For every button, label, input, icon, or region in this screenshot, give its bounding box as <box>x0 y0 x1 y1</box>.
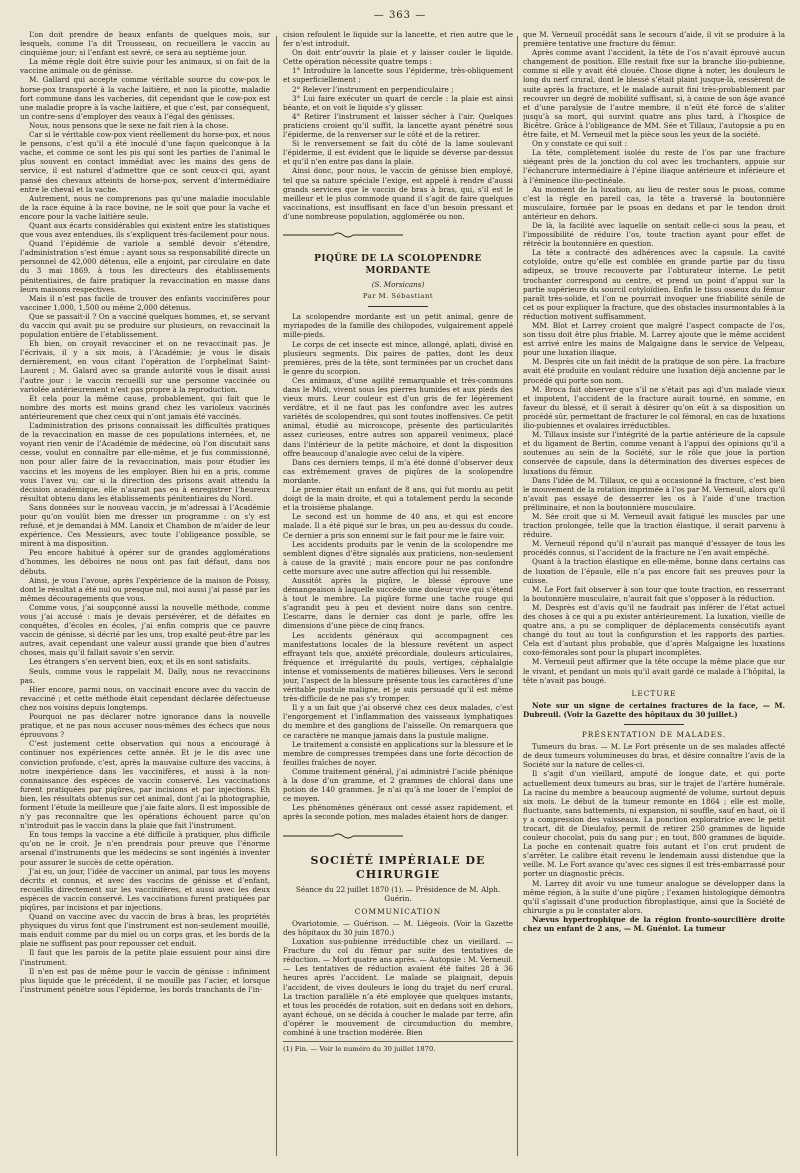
paragraph: cision refoulent le liquide sur la lancette, et rien autre que le fer n’est introduit. <box>283 30 513 49</box>
article-author: Par M. Sébastiant <box>362 292 434 301</box>
paragraph: Les accidents produits par le venin de la scolopendre me semblent dignes d’être signalés aux praticiens, non-seulement à cause de la gravité ; mais encore pour ne pas confondre cette morsure avec une autre affection qui lui ressemble. <box>283 539 513 576</box>
paragraph: Hier encore, parmi nous, on vaccinait encore avec du vaccin de revacciné ; et cette méthode était cependant déclarée défectueuse chez nos voisins depuis longtemps. <box>20 684 270 712</box>
paragraph: Aussitôt après la piqûre, le blessé éprouve une démangeaison à laquelle succède une douleur vive qui s’étend à tout le membre. La piqûre forme une tache rouge qui s’agrandit peu à peu et devient noire dans son centre. L’escarre, dans le dernier cas dont je parle, offre les dimensions d’une pièce de cinq francs. <box>283 575 513 631</box>
paragraph: Seuls, comme vous le rappelait M. Dally, nous ne revaccinons pas. <box>20 666 270 685</box>
paragraph: On doit entr’ouvrir la plaie et y laisser couler le liquide. Cette opération nécessite quatre temps : <box>283 48 513 67</box>
paragraph: M. Desprès est d’avis qu’il ne faudrait pas inférer de l’état actuel des choses à ce qui a pu exister antérieurement. La luxation, vieille de quatre ans, a pu se compliquer de déplacements consécutifs ayant changé du tout au tout la configuration et les rapports des parties. Cela est d’autant plus probable, que d’après Malgaigne les luxations coxo-fémorales sont pour la plupart incomplètes. <box>523 602 785 658</box>
paragraph: De là, la facilité avec laquelle on sentait celle-ci sous la peau, et l’impossibilité de réduire l’os, toute traction ayant pour effet de rétrécir la boutonnière en question. <box>523 220 785 249</box>
paragraph: Que se passait-il ? On a vacciné quelques hommes, et, se servant du vaccin qui avait pu se produire sur plusieurs, on revaccinait la population entière de l’établissement. <box>20 311 270 340</box>
divider <box>624 724 684 725</box>
paragraph: Ovariotomie. — Guérison. — M. Liégeois. (Voir la Gazette des hôpitaux du 30 juin 1870.) <box>283 918 513 937</box>
ornament-divider <box>283 832 403 840</box>
paragraph: Et cela pour la même cause, probablement, qui fait que le nombre des morts est moins grand chez les varioleux vaccinés antérieurement que chez ceux qui n’ont jamais été vaccinés. <box>20 393 270 421</box>
paragraph: 3° Lui faire exécuter un quart de cercle : la plaie est ainsi béante, et on voit le liquide s’y glisser. <box>283 93 513 112</box>
paragraph: En tous temps la vaccine a été difficile à pratiquer, plus difficile qu’on ne le croit. Je n’en prendrais pour preuve que l’énorme arsenal d’instruments que les médecins se sont ingéniés à inventer pour assurer le succès de cette opération. <box>20 830 270 867</box>
paragraph: La même règle doit être suivie pour les animaux, si on fait de la vaccine animale ou de génisse. <box>20 57 270 76</box>
paragraph: M. Larrey dit avoir vu une tumeur analogue se développer dans la même région, à la suite d’une piqûre ; l’examen histologique démontra qu’il s’agissait d’une production fibroplastique, ainsi que la Société de chirurgie a pu le constater alors. <box>523 878 785 915</box>
paragraph: Les accidents généraux qui accompagnent ces manifestations locales de la blessure revêtent un aspect effrayant tels que, anxiété précordiale, douleurs articulaires, fréquence et irrégularité du pouls, vertiges, céphalalgie intense et vomissements de matières bilieuses. Vers le second jour, l’aspect de la blessure présente tous les caractères d’une véritable pustule maligne, et je suis persuadé qu’il est même très-difficile de ne pas s’y tromper. <box>283 630 513 704</box>
session-line: Séance du 22 juillet 1870 (1). — Présidence de M. Alph. Guérin. <box>295 884 501 903</box>
page-number: — 363 — <box>373 10 427 21</box>
paragraph: Quant aux écarts considérables qui existent entre les statistiques que vous avez entendues, ils s’expliquent très-facilement pour nous. <box>20 220 270 240</box>
paragraph: Si le renversement se fait du côté de la lame soulevant l’épiderme, il est évident que le liquide se déverse par-dessus et qu’il n’en entre pas dans la plaie. <box>283 139 513 167</box>
paragraph: Note sur un signe de certaines fractures de la face, — M. Dubreuil. (Voir la Gazette des hôpitaux du 30 juillet.) <box>523 700 785 719</box>
paragraph: Il s’agit d’un vieillard, amputé de longue date, et qui porte actuellement deux tumeurs au bras, sur le trajet de l’artère humérale. La racine du membre a beaucoup augmenté de volume, surtout depuis six mois. Le début de la tumeur remonte en 1864 ; elle est molle, fluctuante, sans battements, ni expansion, ni souffle, sauf en haut, où il y a compression des vaisseaux. La ponction exploratrice avec le petit trocart, dit de Dieulafoy, permit de retirer 250 grammes de liquide couleur chocolat, puis du sang pur ; en tout, 800 grammes de liquide. La poche en contenait quatre fois autant et l’on crut prudent de s’arrêter. Le calibre était revenu le lendemain aussi distendue que la veille. M. Le Fort avance qu’avec ces signes il est très-embarrassé pour porter un diagnostic précis. <box>523 769 785 879</box>
ornament-divider <box>283 231 403 239</box>
paragraph: Ainsi, je vous l’avoue, après l’expérience de la maison de Poissy, dont le résultat a été nul ou presque nul, moi aussi j’ai passé par les mêmes découragements que vous. <box>20 575 270 603</box>
paragraph: Car si le véritable cow-pox vient réellement du horse-pox, et nous le pensons, c’est qu’il a été inoculé d’une façon quelconque à la vache, et comme ce sont les pis qui sont les parties de l’animal le plus souvent en contact immédiat avec les mains des gens de service, il est naturel d’admettre que ce sont ceux-ci qui, ayant pansé des chevaux atteints de horse-pox, servent d’intermédiaire entre le cheval et la vache. <box>20 130 270 194</box>
paragraph: 1° Introduire la lancette sous l’épiderme, très-obliquement et superficiellement ; <box>283 66 513 85</box>
article-title: PIQÛRE DE LA SCOLOPENDRE MORDANTE <box>314 254 482 277</box>
paragraph: Nous, nous pensons que le sexe ne fait rien à la chose. <box>29 120 229 130</box>
paragraph: que M. Verneuil procédât sans le secours d’aide, il vit se produire à la première tentative une fracture du fémur. <box>523 30 785 49</box>
paragraph: Ces animaux, d’une agilité remarquable et très-communs dans le Midi, vivent sous les pierres humides et aux pieds des vieux murs. Leur couleur est d’un gris de fer légèrement verdâtre, et il ne faut pas les confondre avec les autres variétés de scolopendres, qui sont toutes inoffensives. Ce petit animal, étudié au microscope, présente des particularités assez curieuses, entre autres son appareil venimeux, placé dans l’intérieur de la petite mâchoire, et dont la disposition offre beaucoup d’analogie avec celui de la vipère. <box>283 375 513 458</box>
column-rule <box>276 36 277 1156</box>
paragraph: Pourquoi ne pas déclarer notre ignorance dans la nouvelle pratique, et ne pas nous accuser nous-mêmes des échecs que nous éprouvons ? <box>20 712 270 740</box>
paragraph: Quand on vaccine avec du vaccin de bras à bras, les propriétés physiques du virus font que l’instrument est non-seulement mouillé, mais enduit comme par du miel ou un corps gras, et les bords de la plaie ne suffisent pas pour repousser cet enduit. <box>20 912 270 949</box>
paragraph: Ainsi donc, pour nous, le vaccin de génisse bien employé, tel que sa nature spéciale l’exige, est appelé à rendre d’aussi grands services que le vaccin de bras à bras, qui, s’il est le meilleur et le plus commode quand il s’agit de faire quelques vaccinations, est insuffisant en face d’un besoin pressant et d’une nombreuse population, agglomérée ou non. <box>283 166 513 221</box>
paragraph: L’administration des prisons connaissait les difficultés pratiques de la revaccination en masse de ces populations internées, et, ne voyant rien venir de l’Académie de médecine, où l’on discutait sans cesse, voulut en connaître par elle-même, et je fus commissionné, non pour aller faire de la revaccination, mais pour étudier les vaccins et les moyens de les employer. Bien lui en a pris, comme vous l’avez vu; car si la direction des prisons avait attendu la décision académique, elle n’aurait pas eu à enregistrer l’heureux résultat obtenu dans les établissements pénitentiaires du Nord. <box>20 421 270 503</box>
paragraph: M. Gallard qui accepte comme véritable source du cow-pox le horse-pox transporté à la vache laitière, et non la picotte, maladie fort commune dans les vacheries, dit cependant que le cow-pox est une maladie propre à la vache laitière, et que c’est, par conséquent, un contre-sens d’employer des veaux à l’égal des génisses. <box>20 75 270 121</box>
paragraph: Au moment de la luxation, au lieu de rester sous le psoas, comme c’est la règle en pareil cas, la tête a traversé la boutonnière musculaire, formée par le psoas en dedans et par le tendon droit antérieur en dehors. <box>523 184 785 221</box>
paragraph: Sans données sur le nouveau vaccin, je m’adressai à l’Académie pour qu’on voulût bien me dresser un programme : on s’y est refusé, et je demandai à MM. Lanoix et Chambon de m’aider de leur expérience. Ces Messieurs, avec toute l’obligeance possible, se mirent à ma disposition. <box>20 502 270 549</box>
paragraph: Il y a un fait que j’ai observé chez ces deux malades, c’est l’engorgement et l’inflammation des vaisseaux lymphatiques du membre et des ganglions de l’aisselle. On remarquera que ce caractère ne manque jamais dans la pustule maligne. <box>283 703 513 740</box>
column-1 <box>20 30 270 1165</box>
paragraph: La tête a contracté des adhérences avec la capsule. La cavité cotyloïde, outre qu’elle est comblée en grande partie par du tissu adipeux, se trouve recouverte par l’obturateur interne. Le petit trochanter correspond au centre, et prend un point d’appui sur la partie supérieure du sourcil cotyloïdien. Enfin le tissu osseux du fémur paraît très-solide, et l’on ne pourrait invoquer une friabilité sénile de cet os pour expliquer la fracture, que des obstacles insurmontables à la réduction motivent suffisamment. <box>523 248 785 321</box>
paragraph: Comme traitement général, j’ai administré l’acide phénique à la dose d’un gramme, et 2 grammes de chloral dans une potion de 140 grammes. Je n’ai qu’à me louer de l’emploi de ce moyen. <box>283 766 513 804</box>
paragraph: M. Verneuil répond qu’il n’aurait pas manqué d’essayer de tous les procédés connus, si l’accident de la fracture ne l’en avait empêché. <box>523 539 785 558</box>
paragraph: Tumeurs du bras. — M. Le Fort présente un de ses malades affecté de deux tumeurs volumineuses du bras, et désire connaître l’avis de la Société sur la nature de celles-ci. <box>523 742 785 770</box>
section-heading: LECTURE <box>631 688 677 698</box>
paragraph: Il n’en est pas de même pour le vaccin de génisse : infiniment plus liquide que le précédent, il ne mouille pas l’acier, et lorsque l’instrument pénètre sous l’épiderme, les bords tranchants de l’in- <box>20 966 270 994</box>
column-2 <box>283 30 513 1165</box>
divider <box>368 306 428 307</box>
paragraph: Les étrangers s’en servent bien, eux; et ils en sont satisfaits. <box>29 657 251 667</box>
paragraph: Quand l’épidémie de variole a semblé devoir s’étendre, l’administration s’est émue : ayant sous sa responsabilité directe un personnel de 42,000 détenus, elle a enjoint, par circulaire en date du 3 mai 1869, à tous les directeurs des établissements pénitentiaires, de faire pratiquer la revaccination en masse dans leurs maisons respectives. <box>20 239 270 294</box>
paragraph: J’ai eu, un jour, l’idée de vacciner un animal, par tous les moyens décrits et connus, et avec des vaccins de génisse et d’enfant, recueillis directement sur les vaccinifères, et aussi avec les deux espèces de vaccin conservé. Les vaccinations furent pratiquées par piqûres, par incisions et par injections. <box>20 866 270 912</box>
paragraph: Le traitement a consisté en applications sur la blessure et le membre de compresses trempées dans une forte décoction de feuilles fraîches de noyer. <box>283 739 513 767</box>
article-subtitle: (S. Morsicans) <box>371 280 425 290</box>
paragraph: MM. Blot et Larrey croient que malgré l’aspect compacte de l’os, son tissu doit être plus friable. M. Larrey ajoute que le même accident est arrivé entre les mains de Malgaigne dans le service de Velpeau, pour une luxation iliaque. <box>523 321 785 358</box>
footnote: (1) Fin. — Voir le numéro du 30 juillet 1870. <box>283 1041 513 1054</box>
paragraph: 4° Retirer l’instrument et laisser sécher à l’air. Quelques praticiens croient qu’il suffit, la lancette ayant pénétré sous l’épiderme, de la renverser sur le côté et de la retirer. <box>283 111 513 140</box>
paragraph: Il faut que les parois de la petite plaie essuient pour ainsi dire l’instrument. <box>20 948 270 967</box>
column-rule <box>517 36 518 1156</box>
paragraph: La tête, complètement isolée du reste de l’os par une fracture siégeant près de la jonction du col avec les trochanters, appuie sur l’échancrure intermédiaire à l’épine iliaque antérieure et inférieure et à l’éminence ilio-pectinéale. <box>523 148 785 185</box>
paragraph: Nævus hypertrophique de la région fronto-sourcilière droite chez un enfant de 2 ans, — M. Guéniot. La tumeur <box>523 914 785 933</box>
paragraph: L’on doit prendre de beaux enfants de quelques mois, sur lesquels, comme l’a dit Trousseau, on recueillera le vaccin au cinquième jour; si l’enfant est sevré, ce sera au septième jour. <box>20 30 270 58</box>
paragraph: M. Verneuil peut affirmer que la tête occupe la même place que sur le vivant, et pendant un mois qu’il avait gardé ce malade à l’hôpital, la tête n’avait pas bougé. <box>523 657 785 685</box>
paragraph: M. Sée croit que si M. Verneuil avait fatigué les muscles par une traction prolongée, telle que la traction élastique, il serait parvenu à réduire. <box>523 511 785 540</box>
paragraph: Dans l’idée de M. Tillaux, ce qui a occasionné la fracture, c’est bien le mouvement de la rotation imprimée à l’os par M. Verneuil, alors qu’il n’avait pas essayé de desserrer les os à l’aide d’une traction préliminaire, et non la boutonnière musculaire. <box>523 475 785 512</box>
paragraph: Après comme avant l’accident, la tête de l’os n’avait éprouvé aucun changement de position. Elle restait fixe sur la branche ilio-pubienne, comme si elle y avait été clouée. Chose digne à noter, les douleurs le long du nerf crural, dont le blessé s’était plaint jusque-là, cessèrent de suite après la fracture, et le malade aurait fini très-probablement par recouvrer un degré de mobilité suffisant, si, à cause de son âge avancé et d’une paralysie de l’autre membre, il n’eût été forcé de s’aliter jusqu’à sa mort, qui survint quatre ans plus tard, à l’hospice de Bicêtre. Grâce à l’obligeance de MM. Sée et Tillaux, l’autopsie a pu en être faite, et M. Verneuil met la pièce sous les yeux de la société. <box>523 48 785 140</box>
paragraph: Quant à la traction élastique en elle-même, bonne dans certains cas de luxation de l’épaule, elle n’a pas encore fait ses preuves pour la cuisse. <box>523 557 785 585</box>
paragraph: Eh bien, on croyait revacciner et on ne revaccinait pas. Je l’écrivais, il y a six mois, à l’Académie; je vous le disais dernièrement, en vous citant l’opération de l’orphelinat Saint-Laurent ; M. Galard avec sa grande autorité vous le disait aussi l’autre jour : le vaccin recueilli sur une personne vaccinée ou variolée antérieurement n’est pas propre à la reproduction. <box>20 339 270 394</box>
paragraph: M. Desprès cite un fait inédit de la pratique de son père. La fracture avait été produite en voulant réduire une luxation déjà ancienne par le procédé qui porte son nom. <box>523 357 785 385</box>
paragraph: Mais il n’est pas facile de trouver des enfants vaccinifères pour vacciner 1,000, 1,500 ou même 2,000 détenus. <box>20 293 270 312</box>
section-heading: COMMUNICATION <box>354 906 442 916</box>
paragraph: 2° Relever l’instrument en perpendiculaire ; <box>292 84 454 94</box>
column-3 <box>523 30 785 1165</box>
paragraph: Luxation sus-pubienne irréductible chez un vieillard. — Fracture du col du fémur par suite des tentatives de réduction. — Mort quatre ans après. — Autopsie : M. Verneuil. — Les tentatives de réduction avaient été faites 28 à 36 heures après l’accident. Le malade se plaignait, depuis l’accident, de vives douleurs le long du trajet du nerf crural. La traction parallèle n’a été employée que quelques instants, et tous les procédés de rotation, soit en dedans soit en dehors, ayant échoué, on se décida à coucher le malade par terre, afin d’opérer le mouvement de circumduction du membre, combiné à une traction modérée. Bien <box>283 937 513 1037</box>
paragraph: M. Le Fort fait observer à son tour que toute traction, en resserrant la boutonnière musculaire, n’aurait fait que s’opposer à la réduction. <box>523 584 785 603</box>
paragraph: Dans ces derniers temps, il m’a été donné d’observer deux cas extrêmement graves de piqûres de la scolopendre mordante. <box>283 457 513 485</box>
paragraph: C’est justement cette observation qui nous a encouragé à continuer nos expériences cette année. Et je le dis avec une conviction profonde, c’est, après la mauvaise culture des vaccins, à notre inexpérience dans les vaccinifères, et aussi à la non-connaissance des espèces de vaccin conservé. Les vaccinations furent pratiquées par piqûres, par incisions et par injections. Eh bien, les résultats obtenus sur cet animal, dont j’ai la photographie, forment l’étude la meilleure que j’aie faite alors. Il est impossible de n’y pas reconnaître que les opérations échouent parce qu’on n’introduit pas le vaccin dans la plaie que fait l’instrument. <box>20 739 270 831</box>
paragraph: On y constate ce qui suit : <box>532 139 628 149</box>
paragraph: La scolopendre mordante est un petit animal, genre de myriapodes de la famille des chilopodes, vulgairement appelé mille-pieds. <box>283 312 513 340</box>
paragraph: Autrement, nous ne comprenons pas qu’une maladie inoculable de la race équine à la race bovine, ne le soit que pour la vache et encore pour la vache laitière seule. <box>20 193 270 221</box>
paragraph: Peu encore habitué à opérer sur de grandes agglomérations d’hommes, les déboires ne nous ont pas fait défaut, dans nos débuts. <box>20 548 270 576</box>
paragraph: Le premier était un enfant de 8 ans, qui fut mordu au petit doigt de la main droite, et qui a totalement perdu la seconde et la troisième phalange. <box>283 485 513 513</box>
paragraph: Le second est un homme de 40 ans, et qui est encore malade. Il a été piqué sur le bras, un peu au-dessus du coude. Ce dernier a pris son ennemi sur le fait pour me le faire voir. <box>283 512 513 540</box>
section-title: SOCIÉTÉ IMPÉRIALE DE CHIRURGIE <box>310 853 486 881</box>
paragraph: Le corps de cet insecte est mince, allongé, aplati, divisé en plusieurs segments. Dix paires de pattes, dont les deux premières, près de la tête, sont terminées par un crochet dans le genre du scorpion. <box>283 339 513 376</box>
paragraph: Les phénomènes généraux ont cessé assez rapidement, et après la seconde potion, mes malades étaient hors de danger. <box>283 803 513 822</box>
paragraph: Comme vous, j’ai soupçonné aussi la nouvelle méthode, comme vous j’ai accusé : mais je devais persévérer, et de défaites en conquêtes, d’écoles en écoles, j’ai enfin compris que ce pauvre vaccin de génisse, si décrié par les uns, trop exalté peut-être par les autres, avait cependant une valeur aussi grande que bien d’autres choses, mais qu’il fallait savoir s’en servir. <box>20 602 270 658</box>
paragraph: M. Broca fait observer que s’il ne s’était pas agi d’un malade vieux et impotent, l’accident de la fracture aurait tourné, en somme, en faveur du blessé, et il serait à désirer qu’on eût à sa disposition un procédé sûr, permettant de fracturer le col fémoral, en cas de luxations ilio-pubiennes et ovalaires irréductibles. <box>523 384 785 431</box>
paragraph: M. Tillaux insiste sur l’intégrité de la partie antérieure de la capsule et du ligament de Bertin, comme venant à l’appui des opinions qu’il a soutenues au sein de la Société, sur le rôle que joue la portion conservée de capsule, dans la détermination des diverses espèces de luxations du fémur. <box>523 430 785 476</box>
section-heading: PRÉSENTATION DE MALADES. <box>581 730 727 740</box>
